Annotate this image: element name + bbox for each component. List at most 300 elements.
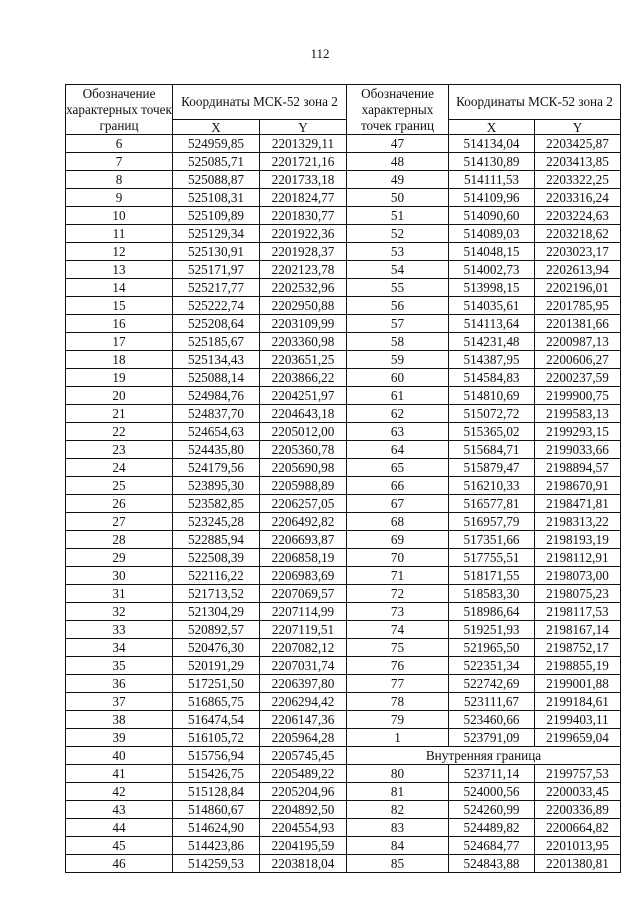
x-coordinate-cell: 518986,64 (449, 603, 535, 621)
y-coordinate-cell: 2202613,94 (535, 261, 621, 279)
y-coordinate-cell: 2206693,87 (260, 531, 347, 549)
point-number-cell: 47 (347, 135, 449, 153)
y-coordinate-cell: 2198073,00 (535, 567, 621, 585)
point-number-cell: 64 (347, 441, 449, 459)
y-coordinate-cell: 2203413,85 (535, 153, 621, 171)
x-coordinate-cell: 514090,60 (449, 207, 535, 225)
point-number-cell: 61 (347, 387, 449, 405)
table-row (347, 153, 621, 171)
x-coordinate-cell: 514387,95 (449, 351, 535, 369)
x-coordinate-cell: 516957,79 (449, 513, 535, 531)
point-number-cell: 9 (66, 189, 173, 207)
x-coordinate-cell: 514035,61 (449, 297, 535, 315)
point-number-cell: 49 (347, 171, 449, 189)
x-coordinate-cell: 521304,29 (173, 603, 260, 621)
x-coordinate-cell: 524000,56 (449, 783, 535, 801)
x-coordinate-cell: 523582,85 (173, 495, 260, 513)
point-number-cell: 31 (66, 585, 173, 603)
x-coordinate-cell: 525185,67 (173, 333, 260, 351)
y-coordinate-cell: 2199001,88 (535, 675, 621, 693)
y-coordinate-cell: 2204195,59 (260, 837, 347, 855)
table-row (66, 711, 347, 729)
y-coordinate-cell: 2203109,99 (260, 315, 347, 333)
x-coordinate-cell: 525171,97 (173, 261, 260, 279)
table-row (347, 549, 621, 567)
table-row (66, 729, 347, 747)
point-number-cell: 77 (347, 675, 449, 693)
table-row (66, 441, 347, 459)
y-coordinate-cell: 2198193,19 (535, 531, 621, 549)
point-number-cell: 80 (347, 765, 449, 783)
table-row (66, 747, 347, 765)
y-coordinate-cell: 2199757,53 (535, 765, 621, 783)
point-number-cell: 32 (66, 603, 173, 621)
x-coordinate-cell: 525134,43 (173, 351, 260, 369)
table-row (347, 783, 621, 801)
table-row (347, 711, 621, 729)
x-coordinate-cell: 524260,99 (449, 801, 535, 819)
y-coordinate-cell: 2201329,11 (260, 135, 347, 153)
point-number-cell: 37 (66, 693, 173, 711)
x-coordinate-cell: 515756,94 (173, 747, 260, 765)
x-coordinate-cell: 522508,39 (173, 549, 260, 567)
x-coordinate-cell: 523245,28 (173, 513, 260, 531)
point-number-cell: 36 (66, 675, 173, 693)
table-row (66, 765, 347, 783)
point-number-cell: 25 (66, 477, 173, 495)
point-number-cell: 74 (347, 621, 449, 639)
table-row (347, 513, 621, 531)
x-coordinate-cell: 524435,80 (173, 441, 260, 459)
x-coordinate-cell: 516210,33 (449, 477, 535, 495)
x-coordinate-cell: 514810,69 (449, 387, 535, 405)
y-coordinate-cell: 2205012,00 (260, 423, 347, 441)
point-number-cell: 58 (347, 333, 449, 351)
y-coordinate-cell: 2199583,13 (535, 405, 621, 423)
y-column-header: Y (260, 120, 347, 135)
x-coordinate-cell: 514584,83 (449, 369, 535, 387)
y-coordinate-cell: 2199659,04 (535, 729, 621, 747)
y-coordinate-cell: 2199293,15 (535, 423, 621, 441)
y-coordinate-cell: 2206858,19 (260, 549, 347, 567)
point-number-cell: 81 (347, 783, 449, 801)
y-coordinate-cell: 2203818,04 (260, 855, 347, 873)
x-coordinate-cell: 514259,53 (173, 855, 260, 873)
table-row (66, 639, 347, 657)
point-number-cell: 66 (347, 477, 449, 495)
x-coordinate-cell: 516474,54 (173, 711, 260, 729)
y-coordinate-cell: 2200606,27 (535, 351, 621, 369)
x-coordinate-cell: 521713,52 (173, 585, 260, 603)
table-row (347, 765, 621, 783)
point-number-cell: 17 (66, 333, 173, 351)
left-table-body (66, 135, 347, 873)
x-coordinate-cell: 513998,15 (449, 279, 535, 297)
point-number-cell: 40 (66, 747, 173, 765)
x-coordinate-cell: 514423,86 (173, 837, 260, 855)
point-number-cell: 33 (66, 621, 173, 639)
table-row (347, 171, 621, 189)
table-row (347, 459, 621, 477)
x-coordinate-cell: 514134,04 (449, 135, 535, 153)
point-number-cell: 83 (347, 819, 449, 837)
section-row (347, 747, 621, 765)
y-coordinate-cell: 2203316,24 (535, 189, 621, 207)
y-coordinate-cell: 2203224,63 (535, 207, 621, 225)
x-coordinate-cell: 524843,88 (449, 855, 535, 873)
x-coordinate-cell: 524684,77 (449, 837, 535, 855)
y-coordinate-cell: 2206257,05 (260, 495, 347, 513)
point-number-cell: 85 (347, 855, 449, 873)
point-number-cell: 70 (347, 549, 449, 567)
table-row (66, 585, 347, 603)
y-coordinate-cell: 2198471,81 (535, 495, 621, 513)
point-number-cell: 29 (66, 549, 173, 567)
table-row (347, 531, 621, 549)
point-number-cell: 19 (66, 369, 173, 387)
point-number-cell: 78 (347, 693, 449, 711)
coordinates-header: Координаты МСК-52 зона 2 (173, 85, 347, 120)
y-coordinate-cell: 2201013,95 (535, 837, 621, 855)
x-coordinate-cell: 514231,48 (449, 333, 535, 351)
y-coordinate-cell: 2200987,13 (535, 333, 621, 351)
x-coordinate-cell: 524837,70 (173, 405, 260, 423)
table-row (66, 837, 347, 855)
point-number-cell: 1 (347, 729, 449, 747)
table-row (66, 135, 347, 153)
x-coordinate-cell: 524984,76 (173, 387, 260, 405)
x-coordinate-cell: 523791,09 (449, 729, 535, 747)
y-coordinate-cell: 2198894,57 (535, 459, 621, 477)
x-coordinate-cell: 525108,31 (173, 189, 260, 207)
table-row (347, 495, 621, 513)
x-coordinate-cell: 518171,55 (449, 567, 535, 585)
point-number-cell: 60 (347, 369, 449, 387)
table-row (347, 801, 621, 819)
point-number-cell: 15 (66, 297, 173, 315)
point-number-cell: 43 (66, 801, 173, 819)
y-coordinate-cell: 2206983,69 (260, 567, 347, 585)
point-number-cell: 56 (347, 297, 449, 315)
point-number-cell: 73 (347, 603, 449, 621)
table-row (66, 657, 347, 675)
table-row (347, 405, 621, 423)
table-row (347, 729, 621, 747)
table-row (347, 441, 621, 459)
table-row (66, 423, 347, 441)
table-row (66, 549, 347, 567)
point-number-cell: 54 (347, 261, 449, 279)
point-number-cell: 69 (347, 531, 449, 549)
x-coordinate-cell: 514002,73 (449, 261, 535, 279)
y-coordinate-cell: 2207114,99 (260, 603, 347, 621)
x-coordinate-cell: 520191,29 (173, 657, 260, 675)
y-coordinate-cell: 2200664,82 (535, 819, 621, 837)
table-row (66, 279, 347, 297)
x-coordinate-cell: 525129,34 (173, 225, 260, 243)
table-row (347, 855, 621, 873)
table-row (347, 243, 621, 261)
table-row (66, 513, 347, 531)
table-row (347, 369, 621, 387)
table-row (347, 585, 621, 603)
point-number-cell: 34 (66, 639, 173, 657)
x-coordinate-cell: 514113,64 (449, 315, 535, 333)
point-number-cell: 57 (347, 315, 449, 333)
x-coordinate-cell: 517351,66 (449, 531, 535, 549)
table-row (347, 297, 621, 315)
point-number-cell: 59 (347, 351, 449, 369)
point-number-cell: 7 (66, 153, 173, 171)
y-coordinate-cell: 2203322,25 (535, 171, 621, 189)
table-row (347, 639, 621, 657)
table-row (347, 657, 621, 675)
table-row (347, 225, 621, 243)
x-coordinate-cell: 525085,71 (173, 153, 260, 171)
x-coordinate-cell: 514048,15 (449, 243, 535, 261)
table-row (347, 261, 621, 279)
x-coordinate-cell: 518583,30 (449, 585, 535, 603)
point-number-cell: 76 (347, 657, 449, 675)
x-coordinate-cell: 522885,94 (173, 531, 260, 549)
y-coordinate-cell: 2200033,45 (535, 783, 621, 801)
coordinates-table-right (346, 84, 621, 873)
point-number-cell: 8 (66, 171, 173, 189)
x-coordinate-cell: 516865,75 (173, 693, 260, 711)
x-coordinate-cell: 516105,72 (173, 729, 260, 747)
y-coordinate-cell: 2202196,01 (535, 279, 621, 297)
y-coordinate-cell: 2205988,89 (260, 477, 347, 495)
x-coordinate-cell: 524489,82 (449, 819, 535, 837)
point-designation-header: Обозначение характерных точек границ (66, 85, 172, 133)
point-number-cell: 67 (347, 495, 449, 513)
x-coordinate-cell: 522116,22 (173, 567, 260, 585)
y-coordinate-cell: 2201922,36 (260, 225, 347, 243)
table-row (347, 351, 621, 369)
table-row (347, 423, 621, 441)
table-row (66, 153, 347, 171)
point-number-cell: 41 (66, 765, 173, 783)
table-row (347, 189, 621, 207)
x-coordinate-cell: 525088,87 (173, 171, 260, 189)
x-coordinate-cell: 524959,85 (173, 135, 260, 153)
y-coordinate-cell: 2205690,98 (260, 459, 347, 477)
point-number-cell: 38 (66, 711, 173, 729)
y-coordinate-cell: 2198112,91 (535, 549, 621, 567)
page-number: 112 (310, 46, 330, 61)
table-row (66, 369, 347, 387)
point-number-cell: 50 (347, 189, 449, 207)
x-coordinate-cell: 524179,56 (173, 459, 260, 477)
point-number-cell: 30 (66, 567, 173, 585)
table-row (347, 135, 621, 153)
point-number-cell: 48 (347, 153, 449, 171)
point-number-cell: 14 (66, 279, 173, 297)
x-coordinate-cell: 515128,84 (173, 783, 260, 801)
x-coordinate-cell: 514111,53 (449, 171, 535, 189)
table-row (66, 351, 347, 369)
y-coordinate-cell: 2206147,36 (260, 711, 347, 729)
coordinates-table-left (65, 84, 347, 873)
y-coordinate-cell: 2198670,91 (535, 477, 621, 495)
point-number-cell: 45 (66, 837, 173, 855)
table-row (66, 801, 347, 819)
x-coordinate-cell: 515684,71 (449, 441, 535, 459)
x-coordinate-cell: 514624,90 (173, 819, 260, 837)
y-coordinate-cell: 2204643,18 (260, 405, 347, 423)
y-coordinate-cell: 2207119,51 (260, 621, 347, 639)
x-coordinate-cell: 525217,77 (173, 279, 260, 297)
y-coordinate-cell: 2201721,16 (260, 153, 347, 171)
y-coordinate-cell: 2198167,14 (535, 621, 621, 639)
point-number-cell: 10 (66, 207, 173, 225)
table-row (66, 477, 347, 495)
y-coordinate-cell: 2202950,88 (260, 297, 347, 315)
point-number-cell: 13 (66, 261, 173, 279)
x-coordinate-cell: 525130,91 (173, 243, 260, 261)
x-coordinate-cell: 521965,50 (449, 639, 535, 657)
x-coordinate-cell: 523711,14 (449, 765, 535, 783)
point-number-cell: 71 (347, 567, 449, 585)
point-number-cell: 65 (347, 459, 449, 477)
table-row (66, 621, 347, 639)
y-coordinate-cell: 2198117,53 (535, 603, 621, 621)
y-coordinate-cell: 2205745,45 (260, 747, 347, 765)
y-coordinate-cell: 2206397,80 (260, 675, 347, 693)
y-coordinate-cell: 2199900,75 (535, 387, 621, 405)
table-row (66, 567, 347, 585)
y-coordinate-cell: 2199403,11 (535, 711, 621, 729)
table-row (347, 675, 621, 693)
table-row (347, 279, 621, 297)
table-row (66, 225, 347, 243)
y-coordinate-cell: 2207069,57 (260, 585, 347, 603)
point-number-cell: 52 (347, 225, 449, 243)
x-coordinate-cell: 525222,74 (173, 297, 260, 315)
y-coordinate-cell: 2205489,22 (260, 765, 347, 783)
table-row (66, 189, 347, 207)
x-column-header: X (173, 120, 260, 135)
point-number-cell: 27 (66, 513, 173, 531)
inner-boundary-label: Внутренняя граница (347, 747, 621, 765)
table-row (66, 693, 347, 711)
table-row (66, 783, 347, 801)
x-coordinate-cell: 514860,67 (173, 801, 260, 819)
x-coordinate-cell: 523460,66 (449, 711, 535, 729)
x-coordinate-cell: 516577,81 (449, 495, 535, 513)
point-number-cell: 53 (347, 243, 449, 261)
x-coordinate-cell: 514109,96 (449, 189, 535, 207)
point-number-cell: 16 (66, 315, 173, 333)
y-coordinate-cell: 2203425,87 (535, 135, 621, 153)
table-row (347, 315, 621, 333)
x-coordinate-cell: 523111,67 (449, 693, 535, 711)
y-coordinate-cell: 2206294,42 (260, 693, 347, 711)
x-coordinate-cell: 519251,93 (449, 621, 535, 639)
point-number-cell: 79 (347, 711, 449, 729)
x-column-header: X (449, 120, 535, 135)
x-coordinate-cell: 515365,02 (449, 423, 535, 441)
y-coordinate-cell: 2199184,61 (535, 693, 621, 711)
table-row (66, 405, 347, 423)
x-coordinate-cell: 515072,72 (449, 405, 535, 423)
point-number-cell: 22 (66, 423, 173, 441)
x-coordinate-cell: 514130,89 (449, 153, 535, 171)
y-coordinate-cell: 2205204,96 (260, 783, 347, 801)
point-number-cell: 6 (66, 135, 173, 153)
y-coordinate-cell: 2201733,18 (260, 171, 347, 189)
table-row (347, 693, 621, 711)
y-coordinate-cell: 2201824,77 (260, 189, 347, 207)
y-coordinate-cell: 2203360,98 (260, 333, 347, 351)
y-coordinate-cell: 2207031,74 (260, 657, 347, 675)
x-coordinate-cell: 522742,69 (449, 675, 535, 693)
y-coordinate-cell: 2198855,19 (535, 657, 621, 675)
table-row (66, 333, 347, 351)
x-coordinate-cell: 525088,14 (173, 369, 260, 387)
y-coordinate-cell: 2203866,22 (260, 369, 347, 387)
right-table-body (347, 135, 621, 873)
y-column-header: Y (535, 120, 621, 135)
coordinates-header: Координаты МСК-52 зона 2 (449, 85, 621, 120)
x-coordinate-cell: 515879,47 (449, 459, 535, 477)
x-coordinate-cell: 520476,30 (173, 639, 260, 657)
y-coordinate-cell: 2203651,25 (260, 351, 347, 369)
y-coordinate-cell: 2201928,37 (260, 243, 347, 261)
point-number-cell: 46 (66, 855, 173, 873)
x-coordinate-cell: 517755,51 (449, 549, 535, 567)
y-coordinate-cell: 2202123,78 (260, 261, 347, 279)
table-row (66, 207, 347, 225)
point-number-cell: 72 (347, 585, 449, 603)
table-row (66, 459, 347, 477)
y-coordinate-cell: 2201380,81 (535, 855, 621, 873)
y-coordinate-cell: 2201381,66 (535, 315, 621, 333)
point-number-cell: 55 (347, 279, 449, 297)
point-number-cell: 24 (66, 459, 173, 477)
point-number-cell: 51 (347, 207, 449, 225)
table-row (347, 333, 621, 351)
table-row (347, 387, 621, 405)
point-designation-header: Обозначение характерных точек границ (347, 85, 449, 135)
table-row (347, 819, 621, 837)
point-number-cell: 12 (66, 243, 173, 261)
y-coordinate-cell: 2198075,23 (535, 585, 621, 603)
point-number-cell: 18 (66, 351, 173, 369)
table-row (66, 171, 347, 189)
x-coordinate-cell: 514089,03 (449, 225, 535, 243)
y-coordinate-cell: 2204892,50 (260, 801, 347, 819)
table-row (66, 297, 347, 315)
y-coordinate-cell: 2202532,96 (260, 279, 347, 297)
x-coordinate-cell: 515426,75 (173, 765, 260, 783)
point-number-cell: 63 (347, 423, 449, 441)
y-coordinate-cell: 2198752,17 (535, 639, 621, 657)
point-number-cell: 42 (66, 783, 173, 801)
x-coordinate-cell: 522351,34 (449, 657, 535, 675)
table-row (66, 855, 347, 873)
point-number-cell: 39 (66, 729, 173, 747)
table-row (66, 675, 347, 693)
table-row (66, 261, 347, 279)
x-coordinate-cell: 520892,57 (173, 621, 260, 639)
point-number-cell: 62 (347, 405, 449, 423)
table-row (347, 621, 621, 639)
y-coordinate-cell: 2200336,89 (535, 801, 621, 819)
table-row (66, 531, 347, 549)
point-number-cell: 26 (66, 495, 173, 513)
table-row (347, 207, 621, 225)
